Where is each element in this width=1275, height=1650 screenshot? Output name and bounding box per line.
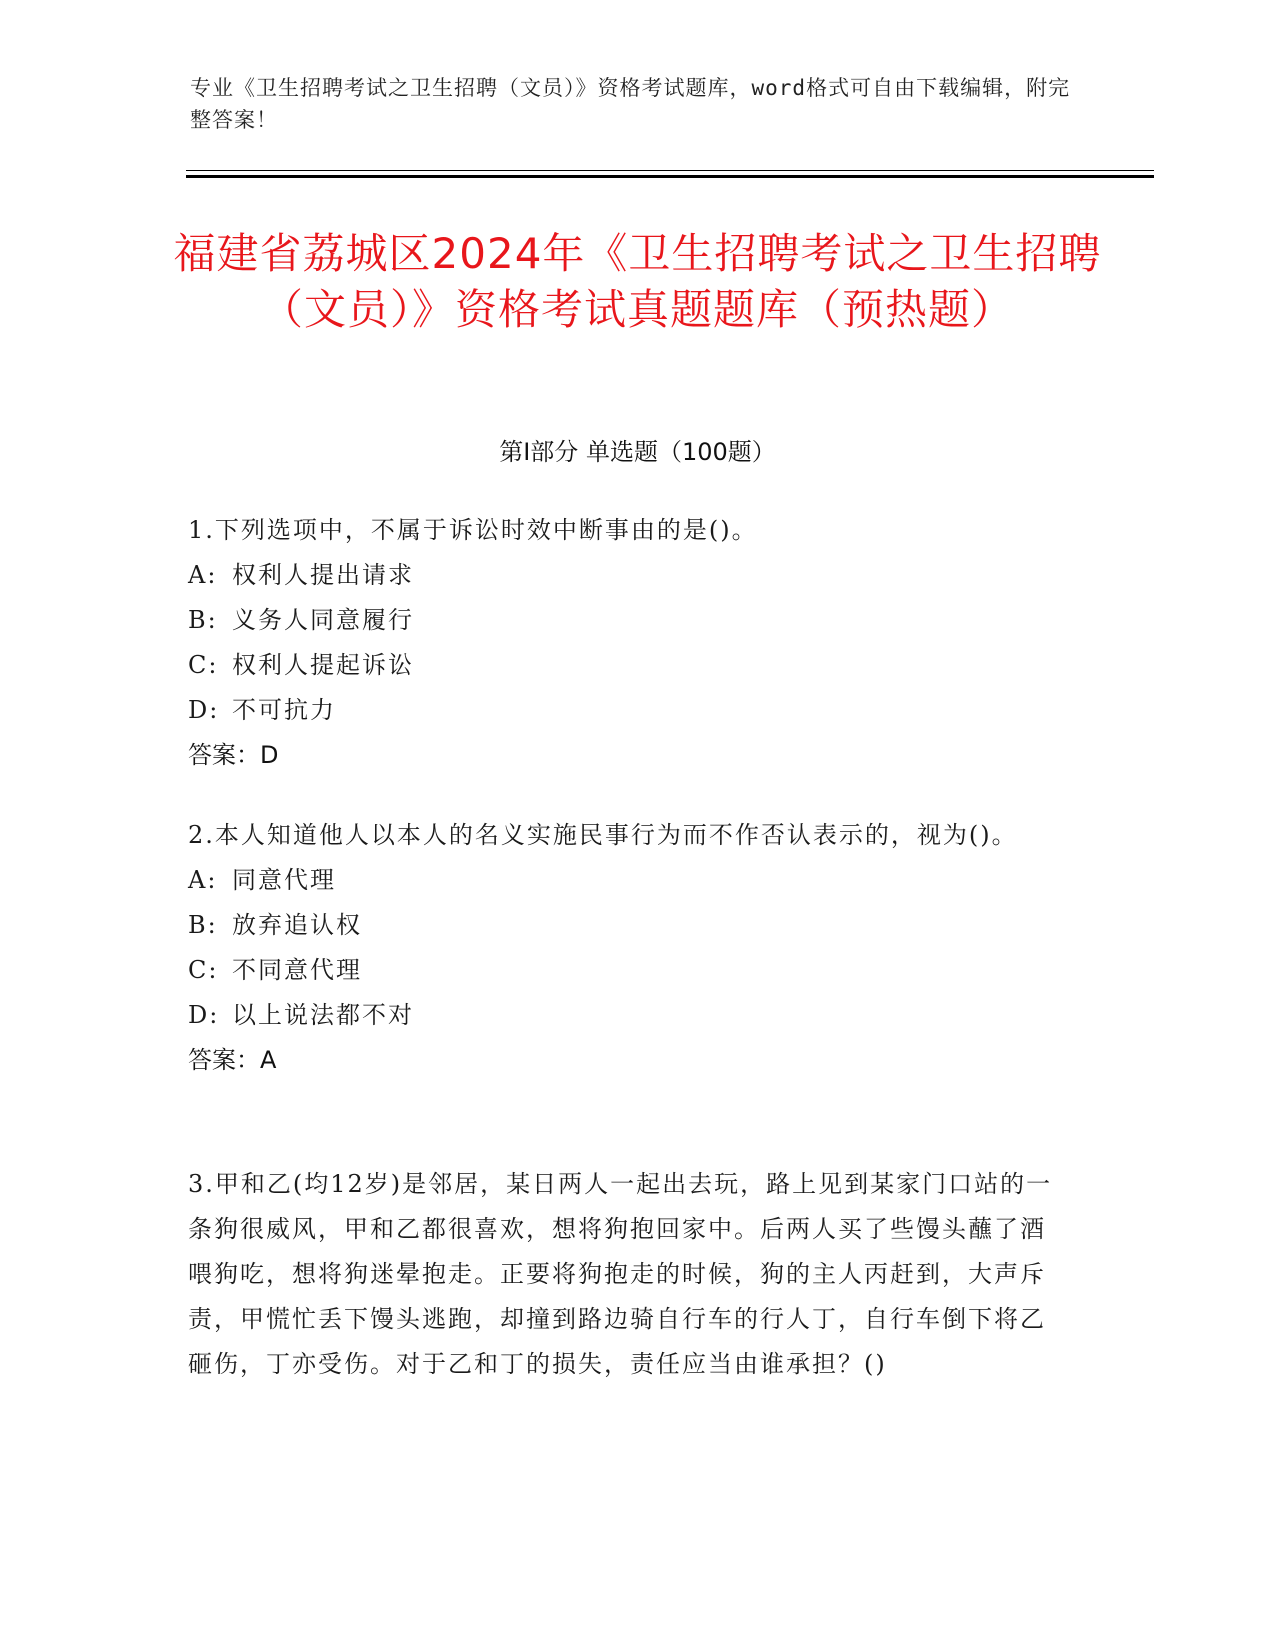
question-text: 3.甲和乙(均12岁)是邻居，某日两人一起出去玩，路上见到某家门口站的一条狗很威风，甲和乙都很喜欢，想将狗抱回家中。后两人买了些馒头蘸了酒喂狗吃，想将狗迷晕抱走。正要将狗抱走的时候，狗的主人丙赶到，大声斥责，甲慌忙丢下馒头逃跑，却撞到路边骑自行车的行人丁，自行车倒下将乙砸伤，丁亦受伤。对于乙和丁的损失，责任应当由谁承担？(): [188, 1170, 1053, 1378]
question-text: 2.本人知道他人以本人的名义实施民事行为而不作否认表示的，视为()。: [188, 821, 1018, 849]
option-text: 权利人提起诉讼: [232, 651, 414, 679]
header-note: 专业《卫生招聘考试之卫生招聘（文员）》资格考试题库，word格式可自由下载编辑，附完整答案！: [190, 76, 1071, 132]
option-key: C:: [188, 651, 219, 679]
option-text: 以上说法都不对: [232, 1001, 414, 1029]
option-a: [188, 553, 1068, 598]
answer: 答案：A: [188, 1046, 277, 1074]
option-text: 放弃追认权: [232, 911, 362, 939]
option-text: 权利人提出请求: [232, 561, 414, 589]
option-b: [188, 903, 1068, 948]
option-b: [188, 598, 1068, 643]
header-rule-top: [186, 170, 1154, 171]
option-text: 同意代理: [232, 866, 336, 894]
option-key: B:: [188, 606, 218, 634]
option-key: C:: [188, 956, 219, 984]
option-key: D:: [188, 696, 220, 724]
header-rule-bottom: [186, 175, 1154, 178]
option-key: A:: [188, 866, 218, 894]
option-key: D:: [188, 1001, 220, 1029]
option-d: [188, 688, 1068, 733]
option-d: [188, 993, 1068, 1038]
option-text: 义务人同意履行: [232, 606, 414, 634]
question-text: 1.下列选项中，不属于诉讼时效中断事由的是()。: [188, 516, 758, 544]
option-key: A:: [188, 561, 218, 589]
option-a: [188, 858, 1068, 903]
option-c: [188, 643, 1068, 688]
question-2: [188, 813, 1068, 1083]
option-text: 不同意代理: [232, 956, 362, 984]
question-3: [188, 1162, 1068, 1387]
option-key: B:: [188, 911, 218, 939]
section-title: 第Ⅰ部分 单选题（100题）: [499, 438, 776, 466]
answer: 答案：D: [188, 741, 279, 769]
option-c: [188, 948, 1068, 993]
document-title: 福建省荔城区2024年《卫生招聘考试之卫生招聘（文员）》资格考试真题题库（预热题）: [173, 229, 1102, 334]
option-text: 不可抗力: [232, 696, 336, 724]
question-1: [188, 508, 1068, 778]
